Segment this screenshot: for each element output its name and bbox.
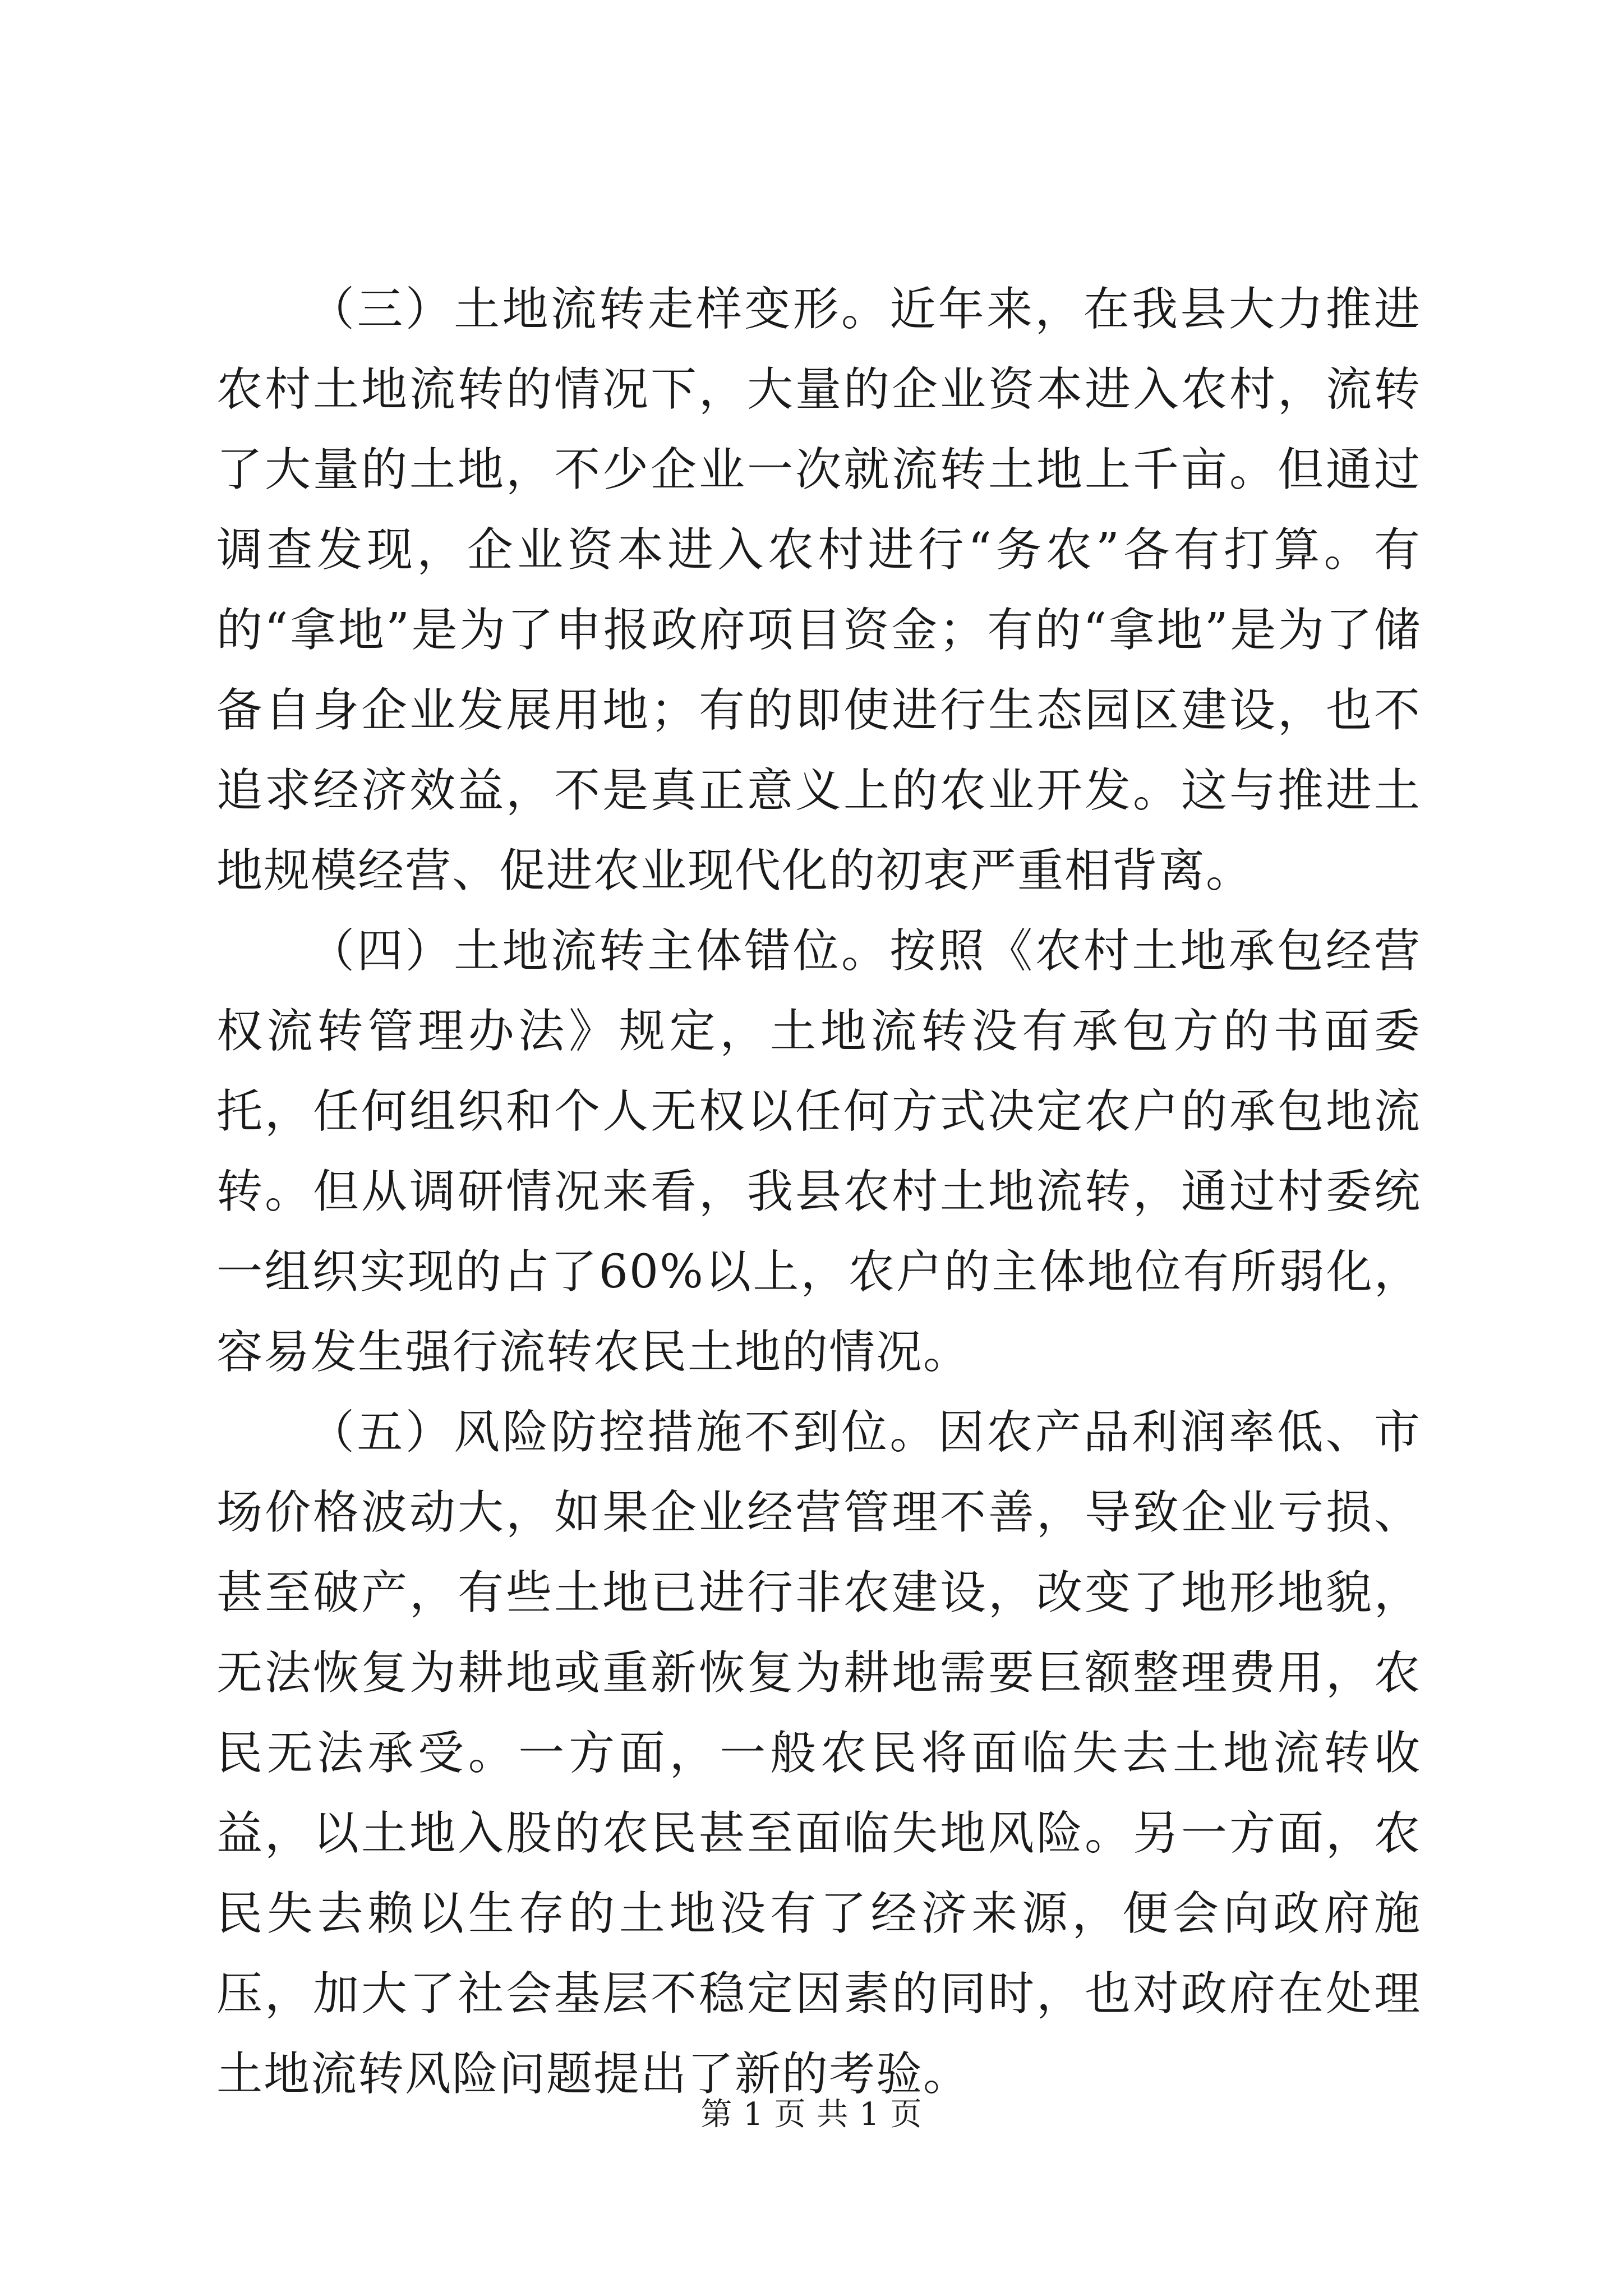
page-number-label: 第 1 页 共 1 页 bbox=[700, 2096, 923, 2133]
paragraph-section-3: （三）土地流转走样变形。近年来，在我县大力推进农村土地流转的情况下，大量的企业资本进入农村，流转了大量的土地，不少企业一次就流转土地上千亩。但通过调查发现，企业资本进入农村进行“务农”各有打算。有的“拿地”是为了申报政府项目资金；有的“拿地”是为了储备自身企业发展用地；有的即使进行生态园区建设，也不追求经济效益，不是真正意义上的农业开发。这与推进土地规模经营、促进农业现代化的初衷严重相背离。 bbox=[216, 283, 1421, 898]
paragraph-section-4: （四）土地流转主体错位。按照《农村土地承包经营权流转管理办法》规定，土地流转没有承包方的书面委托，任何组织和个人无权以任何方式决定农户的承包地流转。但从调研情况来看，我县农村土地流转，通过村委统一组织实现的占了60%以上，农户的主体地位有所弱化，容易发生强行流转农民土地的情况。 bbox=[216, 924, 1421, 1379]
paragraph-section-5: （五）风险防控措施不到位。因农产品利润率低、市场价格波动大，如果企业经营管理不善，导致企业亏损、甚至破产，有些土地已进行非农建设，改变了地形地貌，无法恢复为耕地或重新恢复为耕地需要巨额整理费用，农民无法承受。一方面，一般农民将面临失去土地流转收益，以土地入股的农民甚至面临失地风险。另一方面，农民失去赖以生存的土地没有了经济来源，便会向政府施压，加大了社会基层不稳定因素的同时，也对政府在处理土地流转风险问题提出了新的考验。 bbox=[216, 1406, 1421, 2101]
page-footer bbox=[0, 2095, 1623, 2134]
document-body bbox=[216, 269, 1421, 2114]
